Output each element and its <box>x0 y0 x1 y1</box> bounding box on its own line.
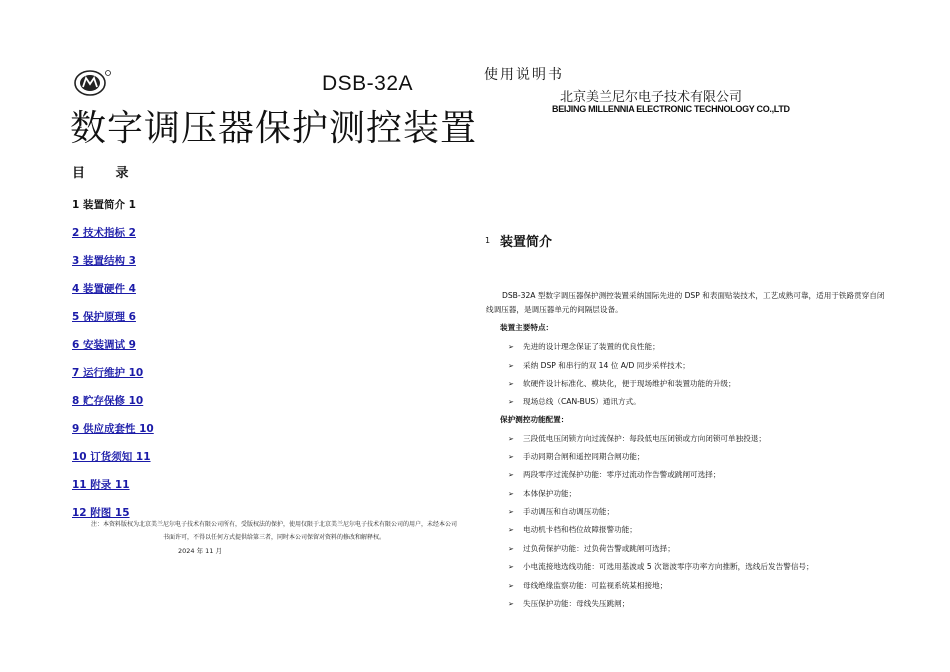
list-item-text: 手动调压和自动调压功能； <box>523 507 615 516</box>
bullet-arrow-icon: ➢ <box>508 453 514 461</box>
bullet-arrow-icon: ➢ <box>508 343 514 351</box>
list-item-text: 小电流接地选线功能：可选用基波或 5 次谐波零序功率方向推断，选线后发告警信号； <box>523 562 814 571</box>
list-item <box>508 451 645 462</box>
list-item <box>508 360 690 371</box>
bullet-arrow-icon: ➢ <box>508 600 514 608</box>
list-item <box>508 506 614 517</box>
list-item-text: 两段零序过流保护功能：零序过流动作告警或跳闸可选择； <box>523 470 721 479</box>
list-item <box>508 341 660 352</box>
copyright-note-line: 书面许可，不得以任何方式提供给第三者，同时本公司保留对资料的修改和解释权。 <box>162 534 385 541</box>
bullet-arrow-icon: ➢ <box>508 435 514 443</box>
list-item-text: 本体保护功能； <box>523 489 577 498</box>
toc-link[interactable]: 9 供应成套性 10 <box>72 423 154 435</box>
list-item-text: 失压保护功能：母线失压跳闸； <box>523 599 630 608</box>
toc-link[interactable]: 3 装置结构 3 <box>72 255 136 267</box>
bullet-arrow-icon: ➢ <box>508 545 514 553</box>
section-number: 1 <box>485 236 491 245</box>
section-title: 装置简介 <box>500 235 553 250</box>
list-item <box>508 524 637 535</box>
list-item-text: 软硬件设计标准化、模块化，便于现场维护和装置功能的升级； <box>523 379 736 388</box>
manual-label: 使用说明书 <box>484 67 564 83</box>
document-title: 数字调压器保护测控装置 <box>70 108 478 149</box>
bullet-arrow-icon: ➢ <box>508 526 514 534</box>
toc-link[interactable]: 2 技术指标 2 <box>72 227 136 239</box>
list-item-text: 过负荷保护功能：过负荷告警或跳闸可选择； <box>523 544 675 553</box>
toc-link[interactable]: 5 保护原理 6 <box>72 311 136 323</box>
list-item <box>508 561 814 572</box>
protection-heading: 保护测控功能配置： <box>500 415 569 424</box>
toc-link[interactable]: 7 运行维护 10 <box>72 367 144 379</box>
list-item-text: 先进的设计理念保证了装置的优良性能； <box>523 342 660 351</box>
list-item-text: 手动同期合闸和遥控同期合闸功能； <box>523 452 645 461</box>
copyright-note <box>74 518 474 544</box>
copyright-note-line: 注：本资料版权为北京美兰尼尔电子技术有限公司所有，受版权法的保护，使用仅限于北京美兰尼尔电子技术有限公司的用户，未经本公司 <box>90 521 457 528</box>
list-item <box>508 378 736 389</box>
toc-link[interactable]: 10 订货须知 11 <box>72 451 151 463</box>
list-item <box>508 580 667 591</box>
toc-link[interactable]: 11 附录 11 <box>72 479 130 491</box>
model-number: DSB-32A <box>322 72 414 95</box>
bullet-arrow-icon: ➢ <box>508 380 514 388</box>
bullet-arrow-icon: ➢ <box>508 563 514 571</box>
list-item-text: 三段低电压闭锁方向过流保护：每段低电压闭锁或方向闭锁可单独投退； <box>523 434 766 443</box>
list-item-text: 采纳 DSP 和串行的双 14 位 A/D 同步采样技术； <box>523 361 690 370</box>
intro-paragraph: DSB-32A 型数字调压器保护测控装置采纳国际先进的 DSP 和表面贴装技术，工艺成熟可靠，适用于铁路贯穿自闭线调压器，是调压器单元的间隔层设备。 <box>486 291 885 314</box>
list-item <box>508 598 629 609</box>
company-name-cn: 北京美兰尼尔电子技术有限公司 <box>560 90 743 105</box>
toc-heading: 目 录 <box>72 166 129 181</box>
features-heading: 装置主要特点： <box>500 323 554 332</box>
bullet-arrow-icon: ➢ <box>508 490 514 498</box>
list-item <box>508 543 675 554</box>
company-logo <box>72 66 118 98</box>
list-item <box>508 396 641 407</box>
bullet-arrow-icon: ➢ <box>508 362 514 370</box>
bullet-arrow-icon: ➢ <box>508 582 514 590</box>
toc-link[interactable]: 12 附图 15 <box>72 507 130 519</box>
list-item <box>508 488 576 499</box>
list-item <box>508 433 766 444</box>
list-item <box>508 469 720 480</box>
toc-link[interactable]: 6 安装调试 9 <box>72 339 136 351</box>
list-item-text: 母线绝缘监察功能：可监视系统某相接地； <box>523 581 668 590</box>
toc-item: 1 装置简介 1 <box>72 199 136 211</box>
bullet-arrow-icon: ➢ <box>508 398 514 406</box>
toc-link[interactable]: 4 装置硬件 4 <box>72 283 136 295</box>
company-name-en: BEIJING MILLENNIA ELECTRONIC TECHNOLOGY CO.,LTD <box>552 104 790 114</box>
bullet-arrow-icon: ➢ <box>508 508 514 516</box>
bullet-arrow-icon: ➢ <box>508 471 514 479</box>
list-item-text: 现场总线（CAN-BUS）通讯方式。 <box>523 397 641 406</box>
list-item-text: 电动机卡档和档位故障报警功能； <box>523 525 637 534</box>
publish-date: 2024 年 11 月 <box>178 547 223 555</box>
toc-link[interactable]: 8 贮存保修 10 <box>72 395 144 407</box>
